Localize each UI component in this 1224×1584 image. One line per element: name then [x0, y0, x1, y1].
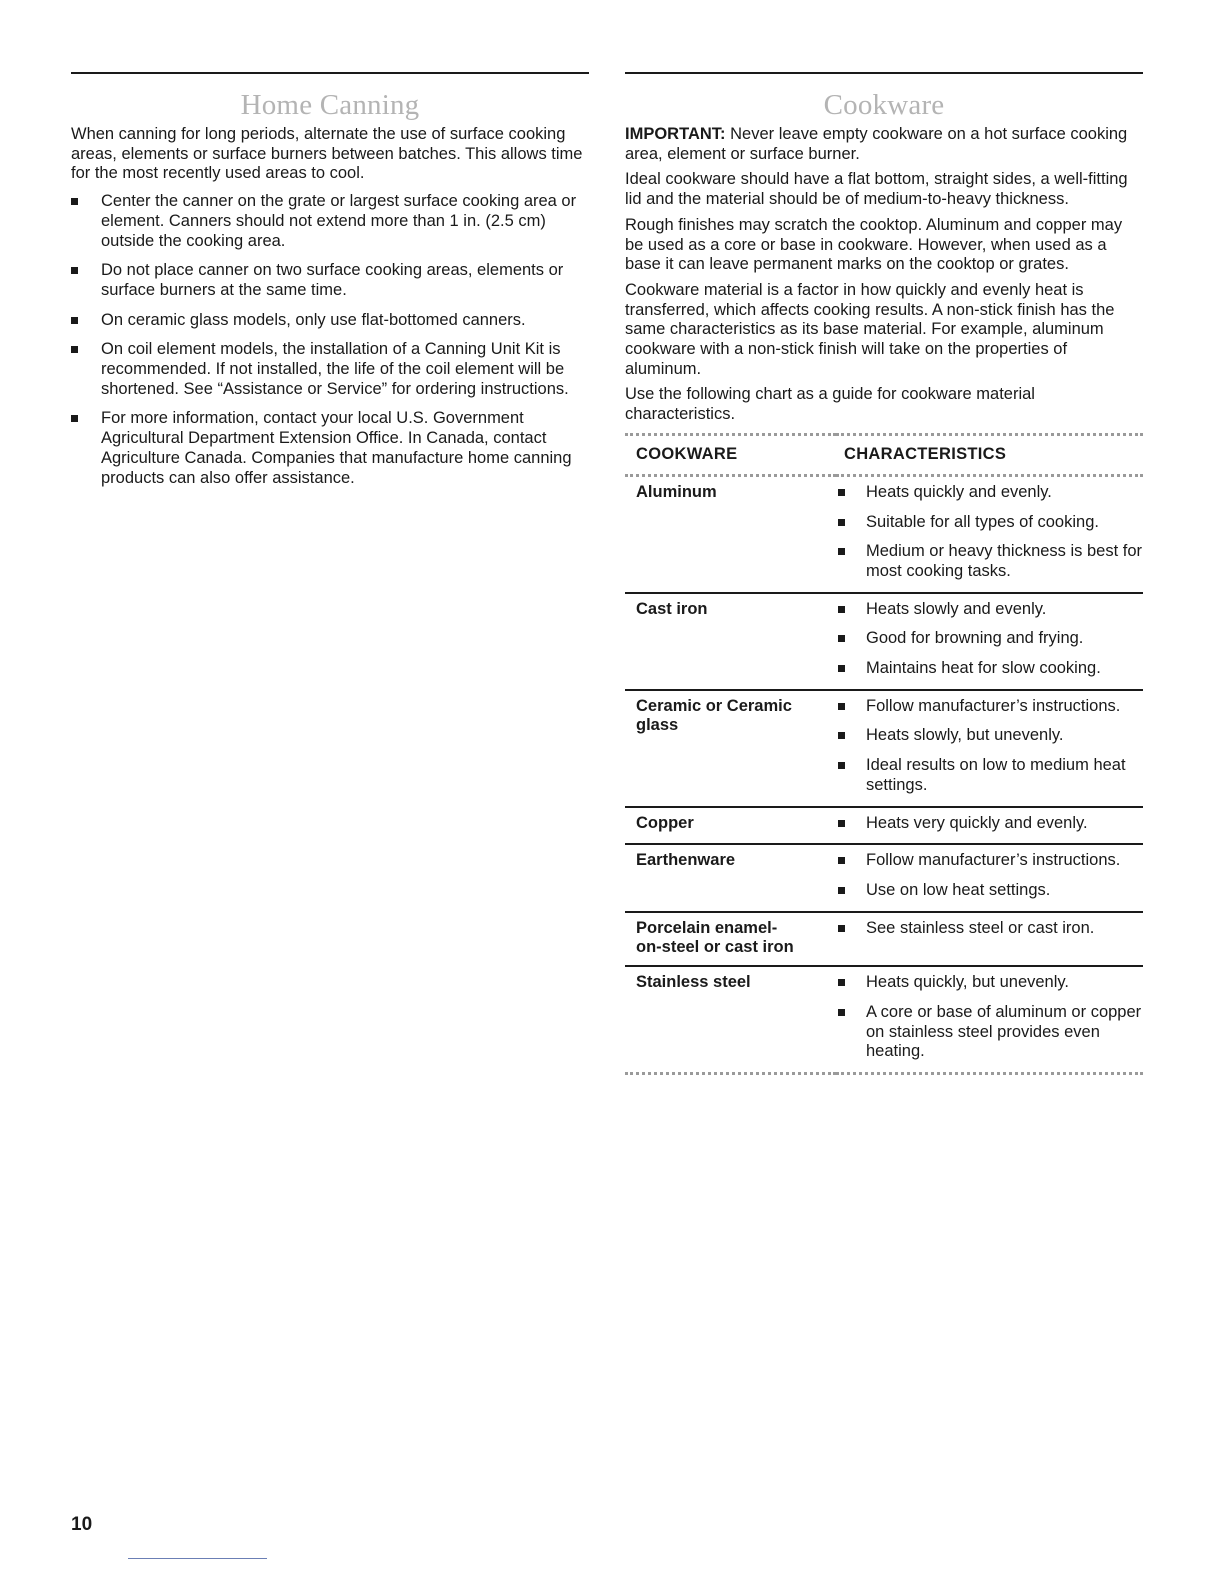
- bullet-square-icon: [838, 548, 845, 555]
- table-header-row: [625, 434, 1143, 475]
- list-item: See stainless steel or cast iron.: [836, 919, 1143, 939]
- characteristics-cell: [836, 912, 1143, 966]
- bullet-square-icon: [838, 519, 845, 526]
- bullet-square-icon: [838, 732, 845, 739]
- material-cell: Earthenware: [636, 851, 736, 870]
- list-item: Heats slowly and evenly.: [836, 600, 1143, 620]
- cookware-paragraph: Ideal cookware should have a flat bottom, straight sides, a well-fitting lid and the material should be of medium-to-heavy thickness.: [625, 170, 1128, 209]
- bullet-square-icon: [838, 925, 845, 932]
- bullet-square-icon: [838, 1009, 845, 1016]
- home-canning-section: [71, 72, 589, 498]
- characteristics-cell: [836, 690, 1143, 807]
- list-item: For more information, contact your local U.S. Government Agricultural Department Extension Office. In Canada, contact Agriculture Canada. Companies that manufacture home canning products can also offer assistance.: [71, 409, 589, 488]
- home-canning-title: Home Canning: [240, 89, 420, 121]
- list-item: Use on low heat settings.: [836, 881, 1143, 901]
- list-item: Ideal results on low to medium heat settings.: [836, 756, 1143, 795]
- material-cell: Ceramic or Ceramic glass: [636, 696, 792, 735]
- bullet-square-icon: [71, 415, 78, 422]
- bullet-square-icon: [838, 820, 845, 827]
- material-cell: Aluminum: [636, 482, 717, 501]
- cookware-title: Cookware: [823, 89, 945, 121]
- characteristics-cell: [836, 593, 1143, 690]
- list-item: Heats quickly and evenly.: [836, 483, 1143, 503]
- list-item: Center the canner on the grate or largest surface cooking area or element. Canners should not extend more than 1 in. (2.5 cm) outside the cooking area.: [71, 192, 589, 251]
- table-row: [625, 593, 1143, 690]
- bullet-square-icon: [71, 317, 78, 324]
- cookware-paragraph: Cookware material is a factor in how quickly and evenly heat is transferred, which affects cooking results. A non-stick finish has the same characteristics as its base material. For example, aluminum cookware with a non-stick finish will take on the properties of aluminum.: [625, 280, 1115, 378]
- bullet-square-icon: [838, 979, 845, 986]
- footer-divider: [128, 1558, 267, 1559]
- bullet-square-icon: [838, 857, 845, 864]
- table-row: [625, 690, 1143, 807]
- bullet-square-icon: [838, 762, 845, 769]
- bullet-square-icon: [838, 635, 845, 642]
- important-text: Never leave empty cookware on a hot surface cooking area, element or surface burner.: [625, 125, 1128, 163]
- material-cell: Stainless steel: [636, 973, 751, 992]
- cookware-paragraph: Use the following chart as a guide for cookware material characteristics.: [625, 385, 1035, 424]
- cookware-section: [625, 72, 1143, 1075]
- bullet-square-icon: [838, 606, 845, 613]
- list-item: Medium or heavy thickness is best for most cooking tasks.: [836, 542, 1143, 581]
- table-row: [625, 966, 1143, 1073]
- material-cell: Porcelain enamel-on-steel or cast iron: [636, 918, 794, 957]
- table-row: [625, 844, 1143, 911]
- list-item: Do not place canner on two surface cooking areas, elements or surface burners at the same time.: [71, 261, 589, 300]
- list-item: Suitable for all types of cooking.: [836, 513, 1143, 533]
- important-note: [625, 125, 1143, 164]
- characteristics-cell: [836, 807, 1143, 845]
- list-item: On ceramic glass models, only use flat-bottomed canners.: [71, 311, 589, 331]
- list-item: Follow manufacturer’s instructions.: [836, 697, 1143, 717]
- list-item: Heats slowly, but unevenly.: [836, 726, 1143, 746]
- section-rule: [625, 72, 1143, 74]
- table-row: [625, 912, 1143, 966]
- home-canning-intro: When canning for long periods, alternate the use of surface cooking areas, elements or surface burners between batches. This allows time for the most recently used areas to cool.: [71, 125, 583, 183]
- list-item: Good for browning and frying.: [836, 629, 1143, 649]
- material-cell: Copper: [636, 813, 694, 832]
- bullet-square-icon: [838, 665, 845, 672]
- column-header-characteristics: CHARACTERISTICS: [836, 434, 1143, 475]
- characteristics-cell: [836, 844, 1143, 911]
- page-number: 10: [71, 1514, 93, 1535]
- column-header-cookware: COOKWARE: [625, 434, 836, 475]
- bullet-square-icon: [838, 887, 845, 894]
- list-item: Heats quickly, but unevenly.: [836, 973, 1143, 993]
- home-canning-bullet-list: [71, 192, 589, 488]
- list-item: Heats very quickly and evenly.: [836, 814, 1143, 834]
- material-cell: Cast iron: [636, 599, 708, 618]
- bullet-square-icon: [71, 346, 78, 353]
- characteristics-cell: [836, 475, 1143, 592]
- table-row: [625, 475, 1143, 592]
- list-item: A core or base of aluminum or copper on stainless steel provides even heating.: [836, 1003, 1143, 1062]
- section-rule: [71, 72, 589, 74]
- bullet-square-icon: [838, 703, 845, 710]
- list-item: On coil element models, the installation of a Canning Unit Kit is recommended. If not installed, the life of the coil element will be shortened. See “Assistance or Service” for ordering instructions.: [71, 340, 589, 399]
- important-label: IMPORTANT:: [625, 125, 726, 143]
- cookware-characteristics-table: [625, 433, 1143, 1075]
- bullet-square-icon: [838, 489, 845, 496]
- cookware-paragraph: Rough finishes may scratch the cooktop. Aluminum and copper may be used as a core or base in cookware. However, when used as a base it can leave permanent marks on the cooktop or grates.: [625, 215, 1123, 274]
- bullet-square-icon: [71, 198, 78, 205]
- characteristics-cell: [836, 966, 1143, 1073]
- list-item: Maintains heat for slow cooking.: [836, 659, 1143, 679]
- bullet-square-icon: [71, 267, 78, 274]
- table-row: [625, 807, 1143, 845]
- list-item: Follow manufacturer’s instructions.: [836, 851, 1143, 871]
